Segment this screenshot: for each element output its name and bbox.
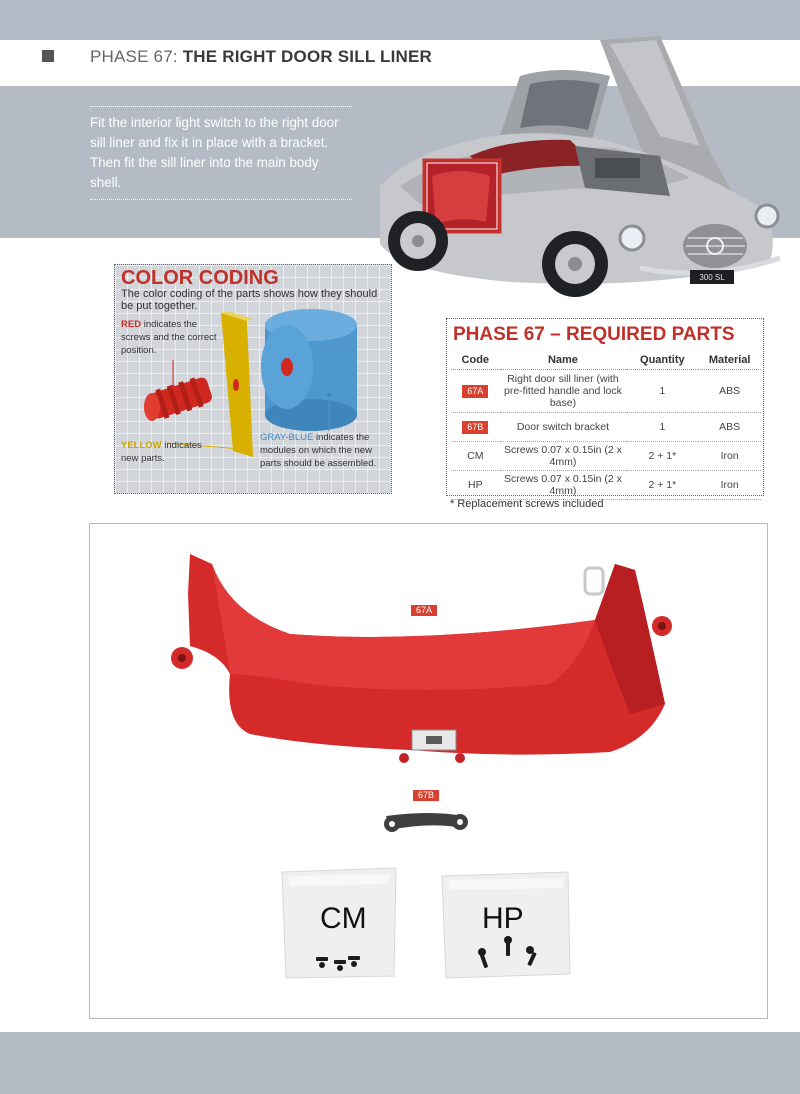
bottom-band [0,1032,800,1094]
title-square-icon [42,50,54,62]
phase-prefix: PHASE 67: [90,47,183,66]
car-plate: 300 SL [699,273,725,282]
top-band [0,0,800,40]
yellow-text: indicates new parts. [121,440,202,464]
table-row [451,413,761,442]
part-material: Iron [698,442,761,471]
column-header: Quantity [626,351,698,370]
part-material: Iron [698,471,761,500]
yellow-legend [121,439,221,465]
table-row [451,471,761,500]
part-quantity: 2 + 1* [626,471,698,500]
column-header: Material [698,351,761,370]
column-header: Code [451,351,500,370]
color-coding-title: COLOR CODING [121,267,279,289]
part-quantity: 1 [626,413,698,442]
table-row [451,442,761,471]
parts-photo-art [90,524,767,1018]
yellow-keyword: YELLOW [121,440,162,451]
bag-hp-label: HP [482,902,524,935]
part-quantity: 1 [626,370,698,413]
red-keyword: RED [121,319,142,330]
part-67a-tag: 67A [411,605,437,616]
part-code-badge: 67A [462,385,488,398]
color-coding-intro: The color coding of the parts shows how they should be put together. [121,288,378,312]
part-code-badge: 67B [462,421,488,434]
red-legend [121,318,217,357]
part-name: Screws 0.07 x 0.15in (2 x 4mm) [500,442,627,471]
part-name: Screws 0.07 x 0.15in (2 x 4mm) [500,471,627,500]
replacement-footnote: * Replacement screws included [450,498,604,510]
bag-cm-label: CM [320,902,367,935]
red-text: indicates the screws and the correct position. [121,319,217,356]
table-row [451,370,761,413]
part-name: Right door sill liner (with pre-fitted handle and lock base) [500,370,627,413]
blue-keyword: GRAY-BLUE [260,432,314,443]
part-code: HP [451,471,500,500]
table-header-row [451,351,761,370]
required-parts-table [451,351,761,500]
blue-legend [260,431,385,470]
intro-text: Fit the interior light switch to the right door sill liner and fix it in place with a bracket. Then fit the sill liner into the main body shell. [90,106,352,200]
part-material: ABS [698,370,761,413]
phase-title: THE RIGHT DOOR SILL LINER [182,47,433,66]
part-67b-tag: 67B [413,790,439,801]
column-header: Name [500,351,627,370]
color-coding-box [114,264,392,494]
required-parts-title: PHASE 67 – REQUIRED PARTS [453,324,735,345]
parts-photo [89,523,768,1019]
car-illustration [360,36,800,298]
part-material: ABS [698,413,761,442]
part-quantity: 2 + 1* [626,442,698,471]
blue-text: indicates the modules on which the new parts should be assembled. [260,432,377,469]
part-code: CM [451,442,500,471]
part-name: Door switch bracket [500,413,627,442]
required-parts-box [446,318,764,496]
